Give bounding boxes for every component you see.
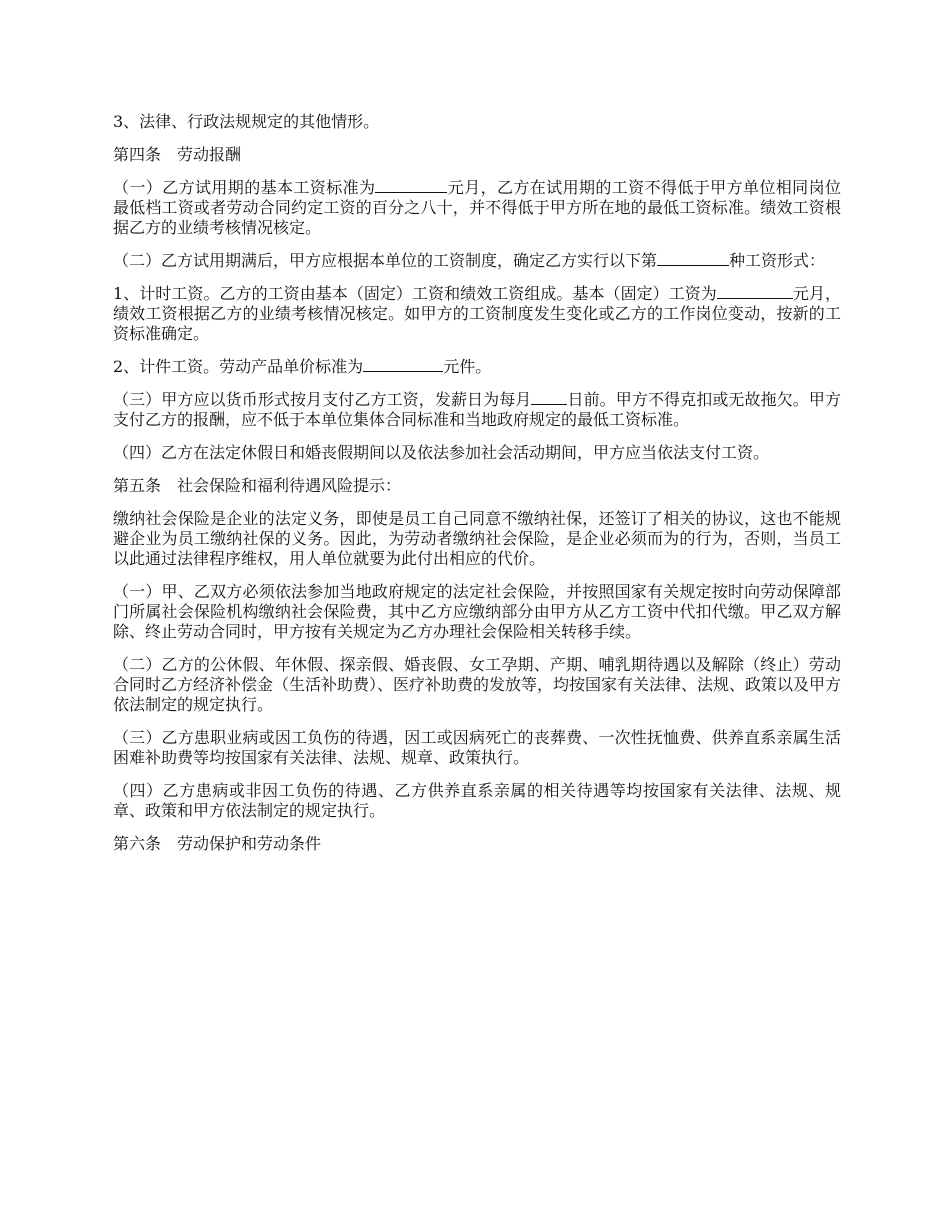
paragraph-text: 缴纳社会保险是企业的法定义务，即使是员工自己同意不缴纳社保，还签订了相关的协议，这也不能规避企业为员工缴纳社保的义务。因此，为劳动者缴纳社会保险，是企业必须而为的行为，否则，当员工以此通过法律程序维权，用人单位就要为此付出相应的代价。 (113, 509, 841, 568)
fill-in-blank[interactable] (375, 178, 447, 193)
article-5-heading (113, 476, 841, 496)
paragraph-text: 1、计时工资。乙方的工资由基本（固定）工资和绩效工资组成。基本（固定）工资为 (113, 284, 717, 303)
heading-text: 第六条 劳动保护和劳动条件 (113, 834, 322, 853)
fill-in-blank[interactable] (363, 357, 443, 372)
heading-text: 第五条 社会保险和福利待遇风险提示： (113, 476, 402, 495)
document-page (113, 112, 841, 867)
paragraph-text: （二）乙方的公休假、年休假、探亲假、婚丧假、女工孕期、产期、哺乳期待遇以及解除（终止）劳动合同时乙方经济补偿金（生活补助费）、医疗补助费的发放等，均按国家有关法律、法规、政策以及甲方依法制定的规定执行。 (113, 655, 842, 714)
article-5-section-3 (113, 728, 841, 768)
paragraph-text: 日前。甲方不得克扣或无故拖欠。甲方支付乙方的报酬，应不低于本单位集体合同标准和当地政府规定的最低工资标准。 (113, 390, 841, 429)
article-5-section-4 (113, 781, 841, 821)
paragraph-text: 2、计件工资。劳动产品单价标准为 (113, 357, 364, 376)
paragraph-text: （四）乙方在法定休假日和婚丧假期间以及依法参加社会活动期间，甲方应当依法支付工资。 (113, 443, 770, 462)
paragraph-text: （一）乙方试用期的基本工资标准为 (113, 178, 376, 197)
article-4-section-1 (113, 178, 841, 238)
article-4-section-4 (113, 443, 841, 463)
article-4-section-3 (113, 390, 841, 430)
heading-text: 第四条 劳动报酬 (113, 145, 242, 164)
paragraph-text: （一）甲、乙双方必须依法参加当地政府规定的法定社会保险，并按照国家有关规定按时向劳动保障部门所属社会保险机构缴纳社会保险费，其中乙方应缴纳部分由甲方从乙方工资中代扣代缴。甲乙双方解除、终止劳动合同时，甲方按有关规定为乙方办理社会保险相关转移手续。 (113, 582, 841, 641)
article-6-heading (113, 834, 841, 854)
paragraph-text: （三）甲方应以货币形式按月支付乙方工资，发薪日为每月 (113, 390, 532, 409)
paragraph-text: （四）乙方患病或非因工负伤的待遇、乙方供养直系亲属的相关待遇等均按国家有关法律、法规、规章、政策和甲方依法制定的规定执行。 (113, 781, 841, 820)
fill-in-blank[interactable] (755, 284, 793, 299)
paragraph-text: 元件。 (443, 357, 492, 376)
clause-item-3 (113, 112, 841, 132)
piece-wage-clause (113, 357, 841, 377)
paragraph-text: （二）乙方试用期满后，甲方应根据本单位的工资制度，确定乙方实行以下第 (113, 251, 658, 270)
article-4-heading (113, 145, 841, 165)
fill-in-blank[interactable] (531, 390, 567, 405)
fill-in-blank[interactable] (657, 251, 729, 266)
paragraph-text: 元月，绩效工资根据乙方的业绩考核情况核定。如甲方的工资制度发生变化或乙方的工作岗位变动，按新的工资标准确定。 (113, 284, 841, 343)
paragraph-text: 元月，乙方在试用期的工资不得低于甲方单位相同岗位最低档工资或者劳动合同约定工资的百分之八十，并不得低于甲方所在地的最低工资标准。绩效工资根据乙方的业绩考核情况核定。 (113, 178, 841, 237)
article-4-section-2 (113, 251, 841, 271)
article-5-section-2 (113, 655, 841, 715)
fill-in-blank[interactable] (717, 284, 755, 299)
article-5-section-1 (113, 582, 841, 642)
paragraph-text: 种工资形式： (729, 251, 826, 270)
risk-notice-paragraph (113, 509, 841, 569)
time-wage-clause (113, 284, 841, 344)
paragraph-text: （三）乙方患职业病或因工负伤的待遇，因工或因病死亡的丧葬费、一次性抚恤费、供养直系亲属生活困难补助费等均按国家有关法律、法规、规章、政策执行。 (113, 728, 841, 767)
paragraph-text: 3、法律、行政法规规定的其他情形。 (113, 112, 380, 131)
